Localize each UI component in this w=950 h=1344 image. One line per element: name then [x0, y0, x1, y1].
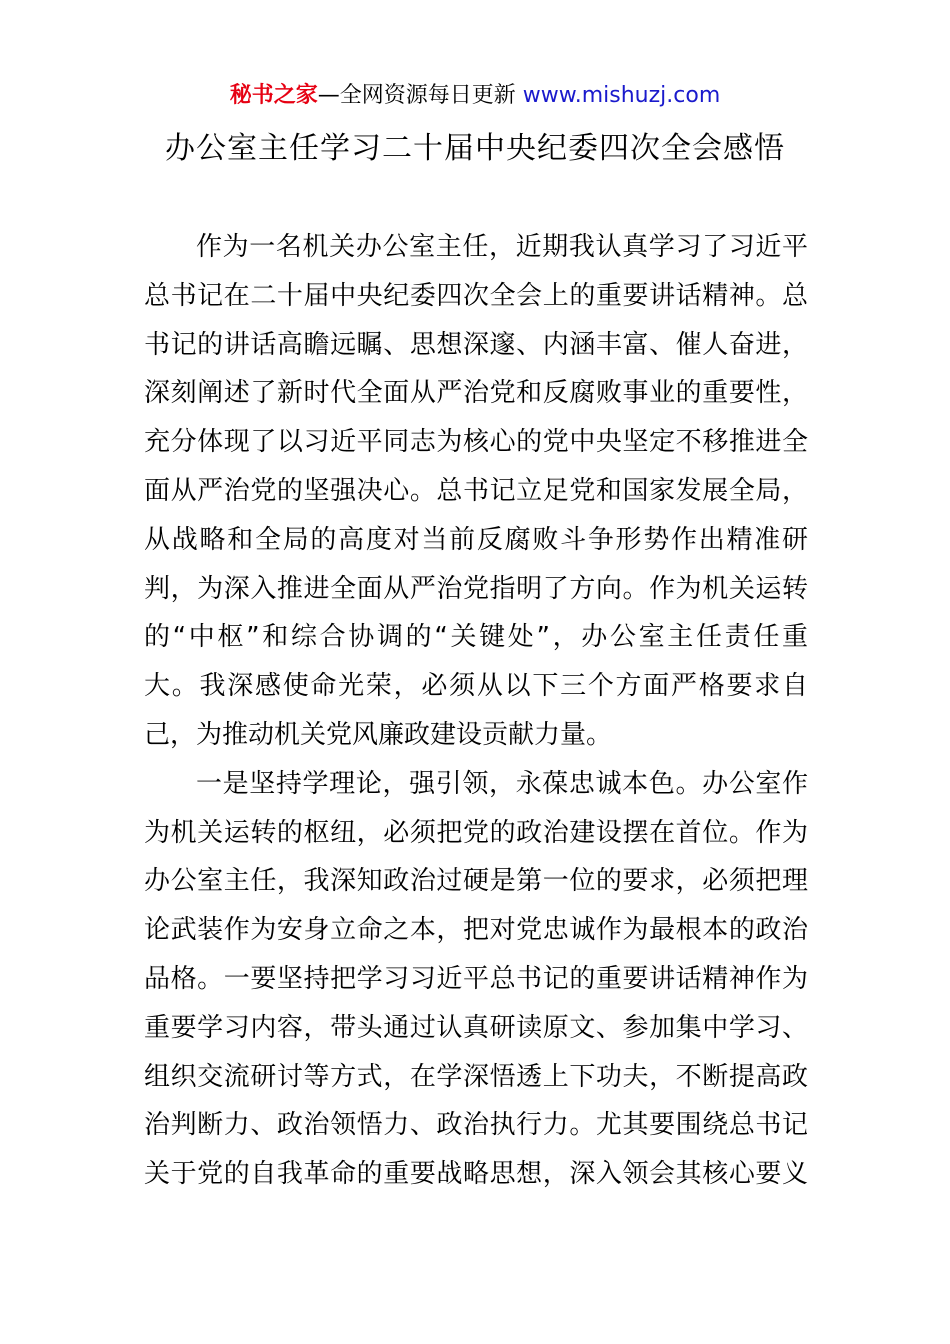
site-header — [0, 80, 950, 112]
text-line: 己，为推动机关党风廉政建设贡献力量。 — [144, 719, 613, 750]
text-line: 作为一名机关办公室主任，近期我认真学习了习近平 — [196, 232, 808, 262]
text-line: 办公室主任，我深知政治过硬是第一位的要求，必须把理 — [144, 866, 808, 897]
site-brand: 秘书之家 — [229, 83, 318, 108]
text-line: 判，为深入推进全面从严治党指明了方向。作为机关运转 — [144, 573, 808, 604]
text-line: 一是坚持学理论，强引领，永葆忠诚本色。办公室作 — [196, 768, 808, 799]
text-line: 关于党的自我革命的重要战略思想，深入领会其核心要义 — [144, 1159, 808, 1190]
text-line: 组织交流研讨等方式，在学深悟透上下功夫，不断提高政 — [144, 1061, 808, 1092]
text-line: 总书记在二十届中央纪委四次全会上的重要讲话精神。总 — [144, 280, 808, 311]
text-line: 论武装作为安身立命之本，把对党忠诚作为最根本的政治 — [144, 915, 808, 946]
text-line: 充分体现了以习近平同志为核心的党中央坚定不移推进全 — [144, 427, 808, 458]
text-line: 的“中枢”和综合协调的“关键处”，办公室主任责任重 — [144, 622, 808, 653]
text-line: 面从严治党的坚强决心。总书记立足党和国家发展全局， — [144, 475, 808, 506]
text-line: 品格。一要坚持把学习习近平总书记的重要讲话精神作为 — [144, 963, 808, 994]
text-line: 书记的讲话高瞻远瞩、思想深邃、内涵丰富、催人奋进， — [144, 329, 808, 360]
text-line: 治判断力、政治领悟力、政治执行力。尤其要围绕总书记 — [144, 1110, 808, 1141]
text-line: 重要学习内容，带头通过认真研读原文、参加集中学习、 — [144, 1012, 808, 1043]
document-body — [144, 223, 808, 1199]
text-line: 为机关运转的枢纽，必须把党的政治建设摆在首位。作为 — [144, 817, 808, 848]
site-url-link[interactable]: www.mishuzj.com — [522, 83, 721, 108]
text-line: 深刻阐述了新时代全面从严治党和反腐败事业的重要性， — [144, 378, 808, 409]
text-line: 大。我深感使命光荣，必须从以下三个方面严格要求自 — [144, 671, 808, 702]
document-title: 办公室主任学习二十届中央纪委四次全会感悟 — [165, 131, 785, 166]
text-line: 从战略和全局的高度对当前反腐败斗争形势作出精准研 — [144, 524, 808, 555]
site-tagline: —全网资源每日更新 — [317, 83, 523, 108]
